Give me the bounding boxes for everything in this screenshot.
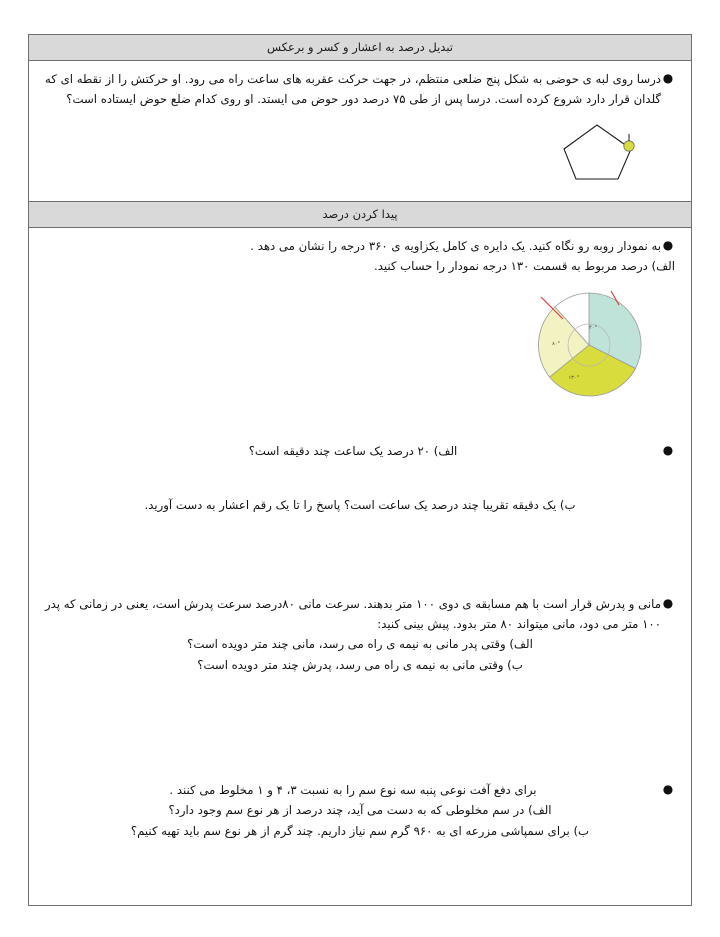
- pentagon-svg: [559, 119, 635, 185]
- pie-label-130: ۱۳۰°: [568, 375, 579, 381]
- section-heading-find-percent: پیدا کردن درصد: [29, 202, 691, 228]
- list-item: [45, 594, 675, 634]
- question-text: الف) ۲۰ درصد یک ساعت چند دقیقه است؟: [248, 444, 458, 458]
- question-subpart-b: ب) یک دقیقه تقریبا چند درصد یک ساعت است؟ پاسخ را تا یک رقم اعشار به دست آورید.: [144, 498, 576, 512]
- section-heading-percent-to-decimal: تبدیل درصد به اعشار و کسر و برعکس: [29, 35, 691, 61]
- list-item: [45, 236, 675, 256]
- pie-chart-figure: [45, 283, 675, 407]
- question-subpart-a-text: الف) درصد مربوط به قسمت ۱۳۰ درجه نمودار را حساب کنید.: [373, 259, 675, 273]
- list-item: [45, 441, 675, 461]
- bullet-icon: ●: [662, 782, 674, 796]
- question-subpart-a: [45, 256, 675, 277]
- question-subpart-b: ب) وقتی مانی به نیمه ی راه می رسد، پدرش چند متر دویده است؟: [197, 658, 523, 672]
- list-item: [45, 780, 675, 800]
- bullet-icon: ●: [662, 443, 674, 457]
- pie-chart-svg: [527, 283, 651, 407]
- section-body-find-percent: [29, 228, 691, 852]
- flowerpot-marker-icon: [624, 141, 634, 151]
- question-text: مانی و پدرش قرار است با هم مسابقه ی دوی ۱۰۰ متر بدهند. سرعت مانی ۸۰درصد سرعت پدرش است، یعنی در زمانی که پدر ۱۰۰ متر می دود، مانی میتواند ۸۰ متر بدود. پیش بینی کنید:: [45, 597, 661, 631]
- list-item: [45, 69, 675, 109]
- section-body-percent-to-decimal: [29, 61, 691, 202]
- question-subpart-b: ب) برای سمپاشی مزرعه ای به ۹۶۰ گرم سم نیاز داریم. چند گرم از هر نوع سم باید تهیه کنیم؟: [130, 824, 590, 838]
- question-text: به نمودار روبه رو نگاه کنید. یک دایره ی کامل یکزاویه ی ۳۶۰ درجه را نشان می دهد .: [250, 239, 661, 253]
- question-subpart-a: الف) وقتی پدر مانی به نیمه ی راه می رسد، مانی چند متر دویده است؟: [187, 637, 533, 651]
- pentagon-shape: [564, 125, 631, 179]
- bullet-icon: ●: [662, 71, 674, 85]
- bullet-icon: ●: [662, 238, 674, 252]
- question-text: برای دفع آفت نوعی پنبه سه نوع سم را به نسبت ۳، ۴ و ۱ مخلوط می کنند .: [169, 783, 537, 797]
- bullet-icon: ●: [662, 596, 674, 610]
- pentagon-pond-figure: [45, 119, 675, 185]
- worksheet-page: [28, 34, 692, 906]
- question-text: درسا روی لبه ی حوضی به شکل پنج ضلعی منتظم، در جهت حرکت عقربه های ساعت راه می رود. او حرکتش را از نقطه ای که گلدان قرار دارد شروع کرده است. درسا پس از طی ۷۵ درصد دور حوض می ایستد. او روی کدام ضلع حوض ایستاده است؟: [45, 72, 661, 106]
- question-subpart-a: الف) در سم مخلوطی که به دست می آید، چند درصد از هر نوع سم وجود دارد؟: [168, 803, 552, 817]
- pie-label-80: ۸۰°: [552, 341, 560, 347]
- pie-label-40: ۴۰°: [589, 325, 597, 331]
